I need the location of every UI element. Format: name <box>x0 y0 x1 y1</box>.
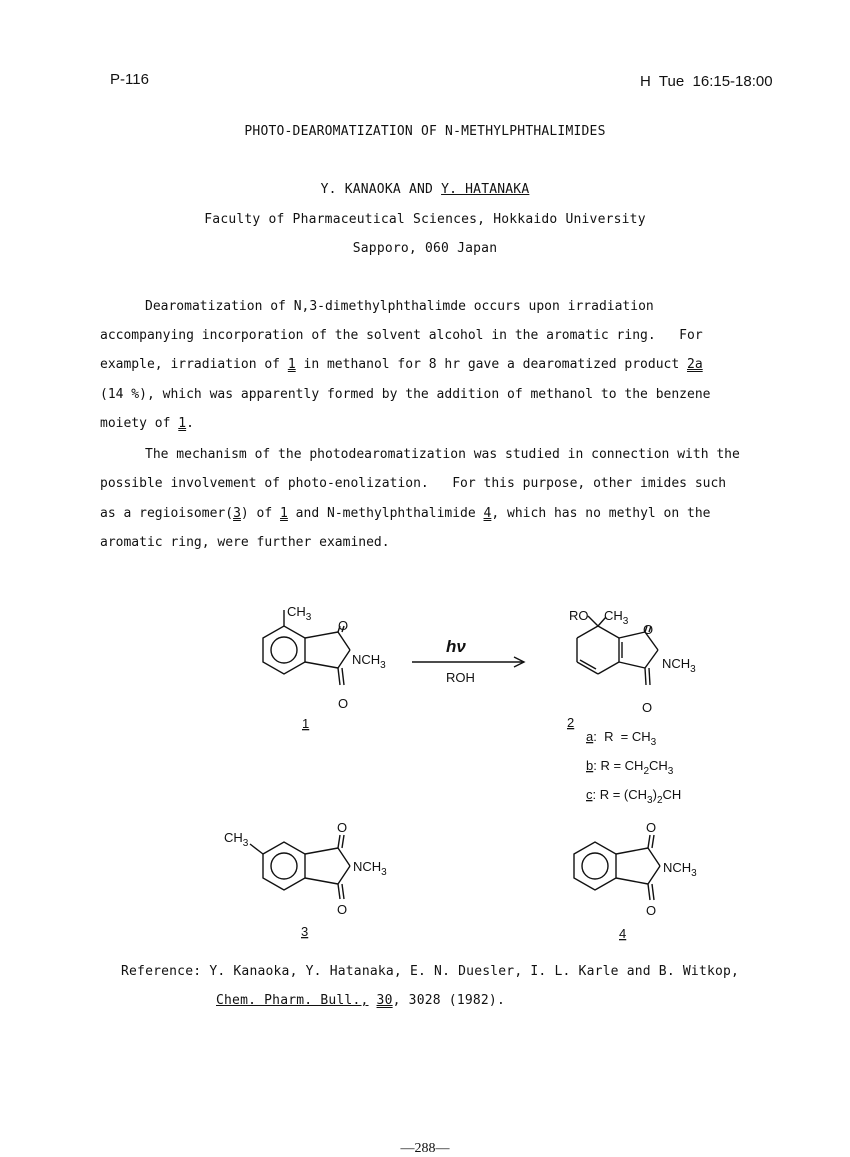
author-and: AND <box>408 182 434 197</box>
para1-line2: accompanying incorporation of the solvent alcohol in the aromatic ring. For <box>100 328 703 343</box>
c3-o-bottom: O <box>337 902 348 917</box>
c2-ch3-label: CH <box>604 608 623 623</box>
svg-text:NCH3: $NCH_3$ <box>663 860 697 879</box>
address: Sapporo, 060 Japan <box>352 241 498 256</box>
affiliation: Faculty of Pharmaceutical Sciences, Hokkaido University <box>204 212 646 227</box>
c3-number: 3 <box>301 924 309 939</box>
arrow-roh-label: ROH <box>446 670 475 685</box>
para2-line1: The mechanism of the photodearomatization was studied in connection with the <box>145 447 740 462</box>
reference-label: Reference: <box>121 964 202 979</box>
author-line <box>0 182 850 197</box>
arrow-hv-label: hν <box>446 637 466 656</box>
author-kanaoka: Y. KANAOKA <box>320 182 401 197</box>
para1-line4: (14 %), which was apparently formed by the addition of methanol to the benzene <box>100 387 711 402</box>
reference-pages-year: , 3028 (1982). <box>392 993 505 1008</box>
paper-title: PHOTO-DEAROMATIZATION OF N-METHYLPHTHALIMIDES <box>244 124 606 139</box>
compound-4-structure <box>574 835 660 900</box>
c4-o-bottom: O <box>646 903 657 918</box>
para2-line3: as a regioisomer(3) of 1 and N-methylphthalimide 4, which has no methyl on the <box>100 506 711 521</box>
para2-line2: possible involvement of photo-enolization. For this purpose, other imides such <box>100 476 727 491</box>
para1-line3: example, irradiation of 1 in methanol for 8 hr gave a dearomatized product 2a <box>100 357 703 372</box>
paper-id: P-116 <box>110 71 149 88</box>
svg-text:NCH3: $NCH_3$ <box>353 859 387 878</box>
para2-line4: aromatic ring, were further examined. <box>100 535 390 550</box>
reference-journal: Chem. Pharm. Bull., <box>216 993 369 1008</box>
c4-number: 4 <box>619 926 627 941</box>
svg-text:NCH3: $NCH_3$ <box>662 656 696 675</box>
c4-nch3-label: NCH <box>663 860 692 875</box>
c3-ch3-label: CH <box>224 830 243 845</box>
reference-authors: Y. Kanaoka, Y. Hatanaka, E. N. Duesler, I. L. Karle and B. Witkop, <box>209 964 740 979</box>
reference-line1 <box>121 964 739 979</box>
author-hatanaka: Y. HATANAKA <box>441 182 530 197</box>
c1-nch3-label: NCH <box>352 652 381 667</box>
c1-o-bottom: O <box>338 696 349 711</box>
svg-text:CH3: $CH_3$ <box>604 608 629 627</box>
compound-ref: 2a <box>687 357 703 372</box>
c2-variant-c: c: $R = (CH_3)_2CH$ <box>586 787 682 806</box>
svg-text:CH3: $CH_3$ <box>287 604 312 623</box>
c2-nch3-label: NCH <box>662 656 691 671</box>
svg-text:CH3: $CH_3$ <box>224 830 249 849</box>
c1-number: 1 <box>302 716 310 731</box>
para1-line5: moiety of 1. <box>100 416 194 431</box>
reference-line2 <box>216 993 505 1008</box>
session-time: H Tue 16:15-18:00 <box>640 73 773 90</box>
c2-o-top: O <box>643 622 654 637</box>
c2-variant-a: a: $R = CH_3$ <box>586 729 657 748</box>
c3-nch3-label: NCH <box>353 859 382 874</box>
compound-ref: 1 <box>178 416 187 431</box>
c2-variant-b: b: $R = CH_2CH_3$ <box>586 758 674 777</box>
c2-number: 2 <box>567 715 575 730</box>
c4-o-top: O <box>646 820 657 835</box>
reference-volume: 30 <box>376 993 393 1008</box>
compound-3-structure <box>250 835 350 899</box>
c1-ch3-label: CH <box>287 604 306 619</box>
svg-text:NCH3: $NCH_3$ <box>352 652 386 671</box>
compound-ref: 1 <box>280 506 288 521</box>
c1-o-top: O <box>338 618 349 633</box>
compound-ref: 4 <box>483 506 492 521</box>
para1-line1: Dearomatization of N,3-dimethylphthalimde occurs upon irradiation <box>145 299 654 314</box>
compound-ref: 3 <box>233 506 241 521</box>
c2-ro-label: RO <box>569 608 589 623</box>
page-number: —288— <box>400 1141 450 1156</box>
compound-ref: 1 <box>287 357 296 372</box>
c3-o-top: O <box>337 820 348 835</box>
c2-o-bottom: O <box>642 700 653 715</box>
reaction-scheme <box>0 590 850 950</box>
